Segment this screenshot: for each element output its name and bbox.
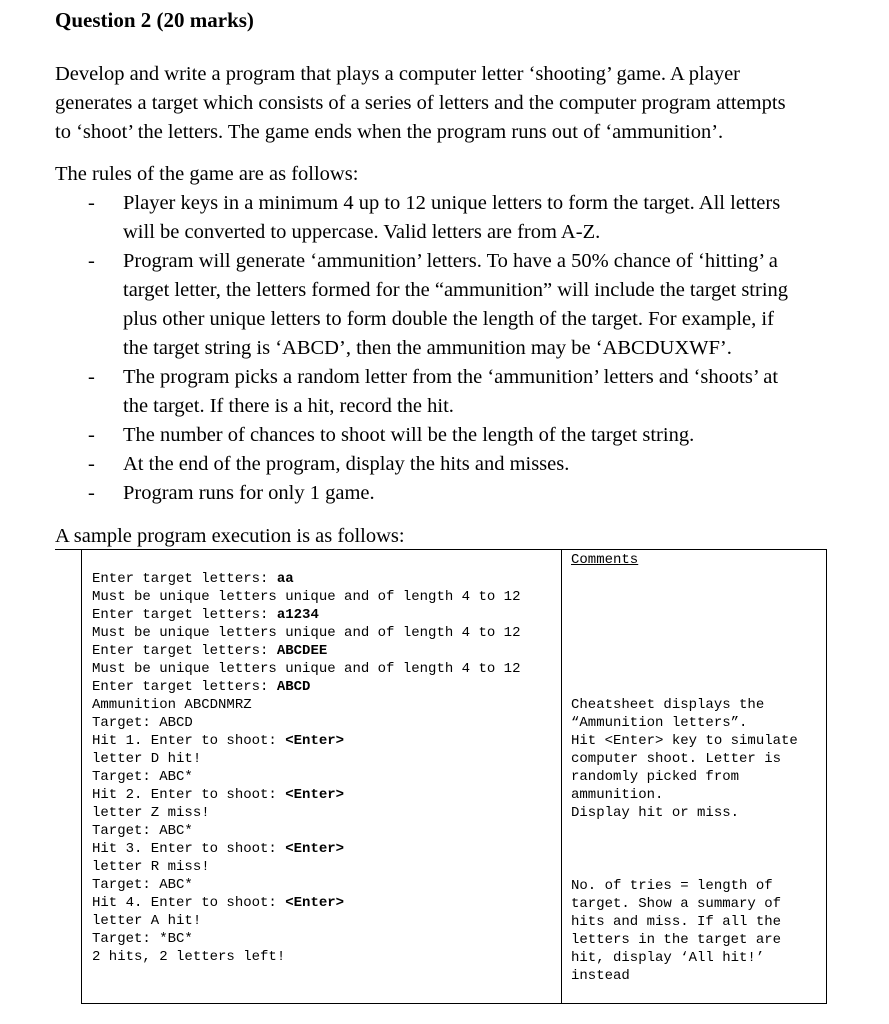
console-line: Must be unique letters unique and of length 4 to 12 — [92, 625, 521, 641]
comment-line: instead — [571, 968, 630, 984]
comment-line: No. of tries = length of — [571, 878, 773, 894]
rule-line: the target string is ‘ABCD’, then the ammunition may be ‘ABCDUXWF’. — [123, 337, 732, 359]
console-output — [92, 570, 520, 966]
comment-line: ammunition. — [571, 787, 664, 803]
dash-bullet: - — [88, 453, 95, 475]
console-line: Hit 4. Enter to shoot: <Enter> — [92, 895, 345, 911]
console-line: Ammunition ABCDNMRZ — [92, 697, 252, 713]
comment-line: letters in the target are — [571, 932, 782, 948]
console-line: letter D hit! — [92, 751, 202, 767]
console-line: Enter target letters: aa — [92, 571, 294, 587]
dash-bullet: - — [88, 424, 95, 446]
rule-line: Player keys in a minimum 4 up to 12 unique letters to form the target. All letters — [123, 192, 781, 214]
comment-line: Display hit or miss. — [571, 805, 740, 821]
comment-cheatsheet — [571, 696, 798, 822]
comments-header: Comments — [571, 552, 639, 568]
rule-item — [88, 189, 878, 247]
dash-bullet: - — [88, 366, 95, 388]
comment-summary — [571, 877, 781, 985]
comment-line: “Ammunition letters”. — [571, 715, 748, 731]
console-line: letter A hit! — [92, 913, 202, 929]
intro-line: to ‘shoot’ the letters. The game ends when the program runs out of ‘ammunition’. — [55, 121, 724, 143]
rule-item — [88, 450, 878, 479]
rule-item — [88, 247, 878, 363]
console-line: Enter target letters: ABCDEE — [92, 643, 328, 659]
console-line: Target: ABC* — [92, 769, 193, 785]
console-line: Enter target letters: a1234 — [92, 607, 319, 623]
dash-bullet: - — [88, 250, 95, 272]
rule-line: The number of chances to shoot will be the length of the target string. — [123, 424, 695, 446]
question-heading: Question 2 (20 marks) — [55, 8, 254, 32]
sample-execution-table — [81, 549, 827, 1004]
console-line: Target: ABCD — [92, 715, 193, 731]
comment-line: computer shoot. Letter is — [571, 751, 782, 767]
column-divider — [561, 550, 562, 1003]
rule-line: will be converted to uppercase. Valid letters are from A-Z. — [123, 221, 601, 243]
comment-line: target. Show a summary of — [571, 896, 782, 912]
console-line: Must be unique letters unique and of length 4 to 12 — [92, 589, 521, 605]
sample-intro-text: A sample program execution is as follows: — [55, 525, 405, 547]
rule-line: Program runs for only 1 game. — [123, 482, 375, 504]
sample-intro — [55, 525, 405, 548]
intro-paragraph — [55, 60, 875, 147]
rule-line: the target. If there is a hit, record the hit. — [123, 395, 454, 417]
comment-line: hit, display ‘All hit!’ — [571, 950, 765, 966]
rule-line: The program picks a random letter from the ‘ammunition’ letters and ‘shoots’ at — [123, 366, 779, 388]
comment-line: hits and miss. If all the — [571, 914, 782, 930]
intro-line: Develop and write a program that plays a computer letter ‘shooting’ game. A player — [55, 63, 741, 85]
rule-item — [88, 479, 878, 508]
intro-line: generates a target which consists of a series of letters and the computer program attempts — [55, 92, 786, 114]
comment-line: Hit <Enter> key to simulate — [571, 733, 798, 749]
rule-item — [88, 363, 878, 421]
console-line: Enter target letters: ABCD — [92, 679, 311, 695]
console-line: Hit 2. Enter to shoot: <Enter> — [92, 787, 345, 803]
dash-bullet: - — [88, 482, 95, 504]
rule-line: plus other unique letters to form double the length of the target. For example, if — [123, 308, 774, 330]
rule-line: Program will generate ‘ammunition’ letters. To have a 50% chance of ‘hitting’ a — [123, 250, 778, 272]
comment-line: randomly picked from — [571, 769, 740, 785]
console-line: letter R miss! — [92, 859, 210, 875]
rule-line: target letter, the letters formed for the “ammunition” will include the target string — [123, 279, 789, 301]
dash-bullet: - — [88, 192, 95, 214]
console-line: letter Z miss! — [92, 805, 210, 821]
console-line: Hit 3. Enter to shoot: <Enter> — [92, 841, 345, 857]
console-line: Target: *BC* — [92, 931, 193, 947]
console-line: Target: ABC* — [92, 877, 193, 893]
comment-line: Cheatsheet displays the — [571, 697, 765, 713]
console-line: Hit 1. Enter to shoot: <Enter> — [92, 733, 345, 749]
rules-list — [88, 189, 878, 508]
rule-item — [88, 421, 878, 450]
console-line: Target: ABC* — [92, 823, 193, 839]
console-line: Must be unique letters unique and of length 4 to 12 — [92, 661, 521, 677]
console-line: 2 hits, 2 letters left! — [92, 949, 286, 965]
rules-intro: The rules of the game are as follows: — [55, 163, 359, 185]
rule-line: At the end of the program, display the hits and misses. — [123, 453, 570, 475]
